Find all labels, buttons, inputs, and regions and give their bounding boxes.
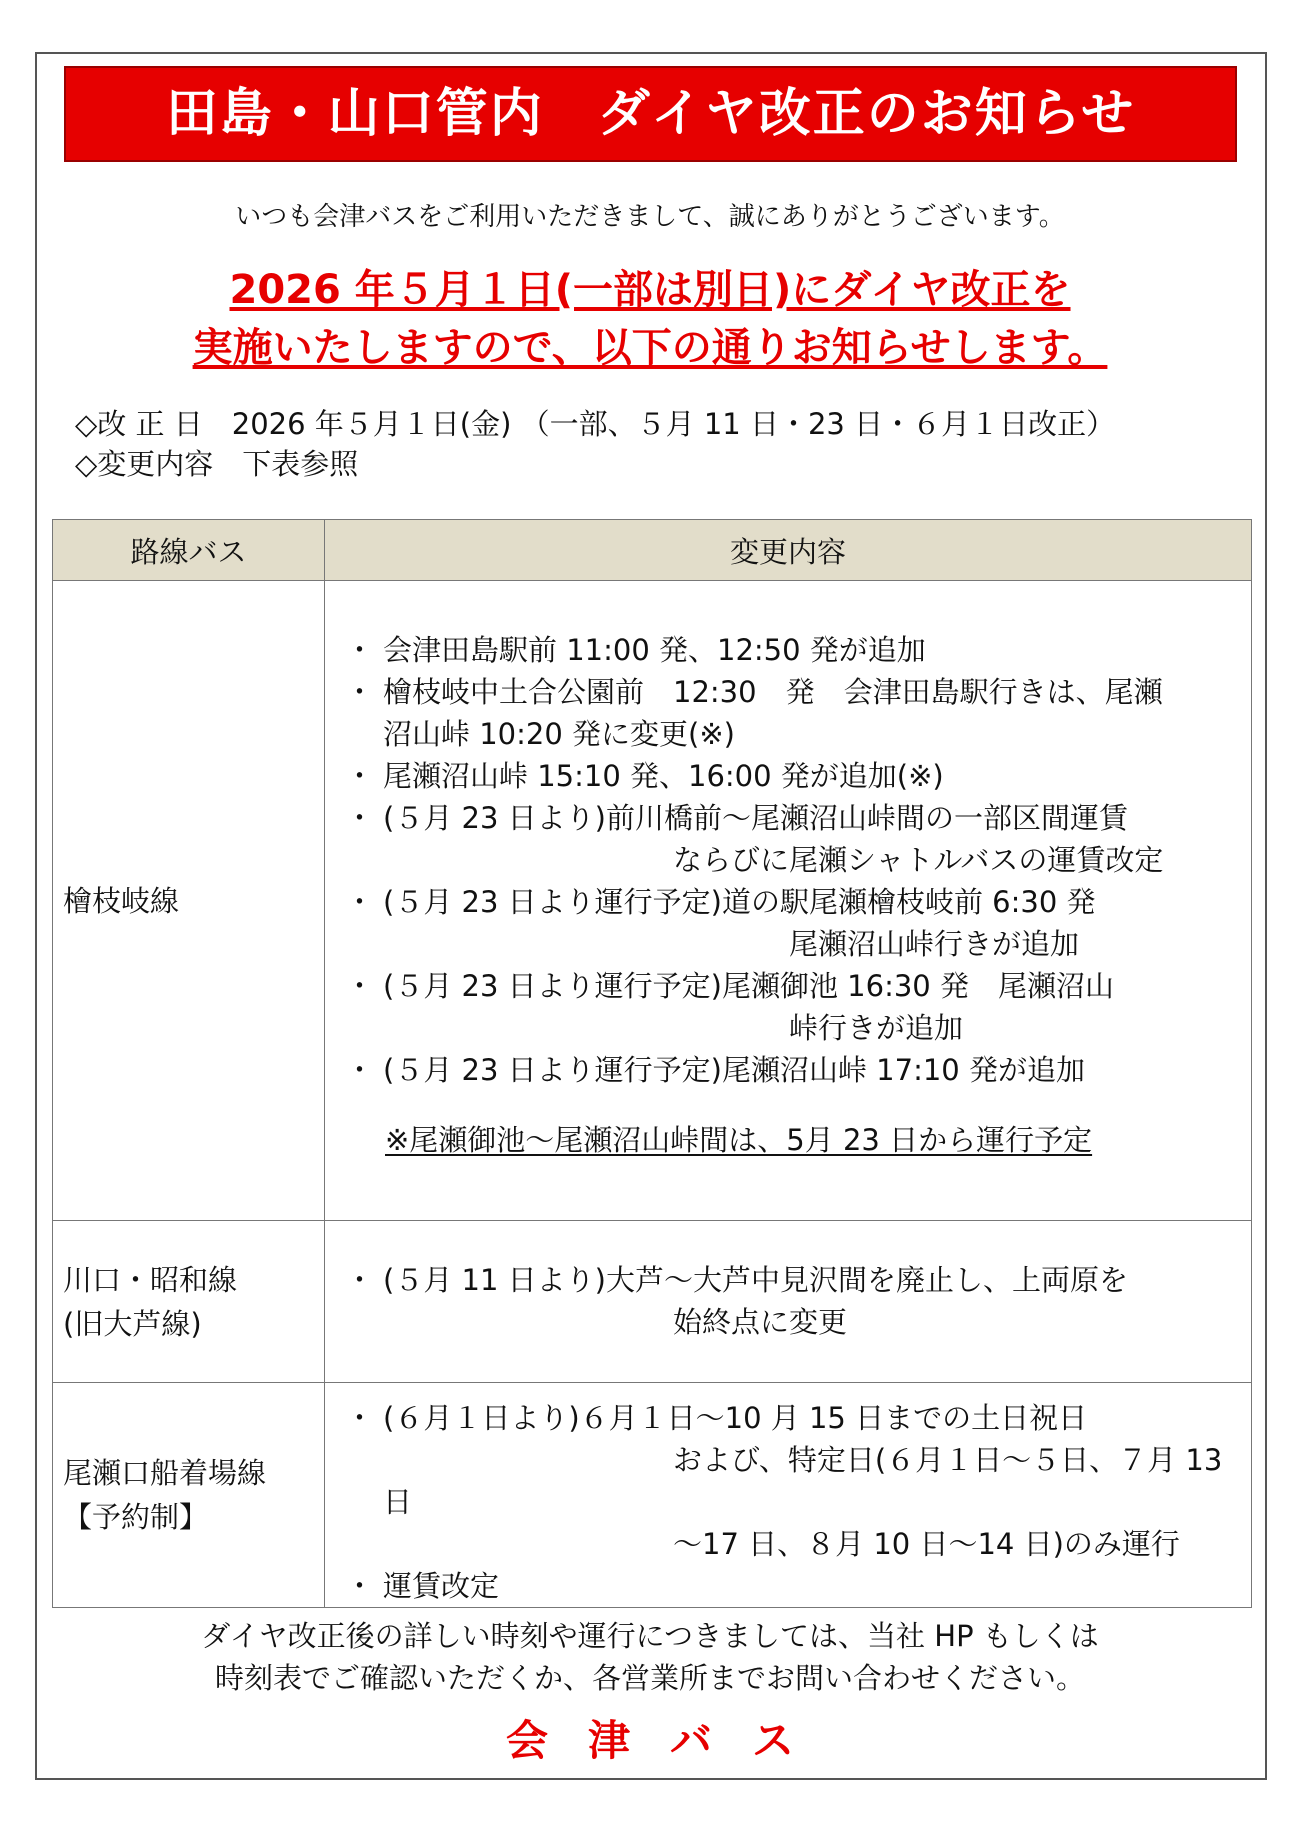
headline-line-2: 実施いたしますので、以下の通りお知らせします。 xyxy=(192,325,1108,371)
list-item: ・ 檜枝岐中土合公園前 12:30 発 会津田島駅行きは、尾瀬 沼山峠 10:20 発に変更(※) xyxy=(345,675,1163,751)
route-name: 檜枝岐線 xyxy=(53,581,325,1221)
list-item: ・ (５月 11 日より)大芦～大芦中見沢間を廃止し、上両原を 始終点に変更 xyxy=(345,1263,1128,1339)
change-details xyxy=(325,1383,1252,1608)
operation-note: ※尾瀬御池～尾瀬沼山峠間は、5月 23 日から運行予定 xyxy=(385,1123,1093,1157)
company-name: 会津バス xyxy=(505,1716,834,1765)
list-item: ・ (６月１日より)６月１日～10 月 15 日までの土日祝日 および、特定日(６月１日～５日、７月 13 日 ～17 日、８月 10 日～14 日)のみ運行 xyxy=(345,1401,1223,1561)
revision-date-line: ◇改 正 日 2026 年５月１日(金) （一部、５月 11 日・23 日・６月１日改正） xyxy=(75,407,1116,441)
list-item: ・ (５月 23 日より運行予定)尾瀬御池 16:30 発 尾瀬沼山 峠行きが追加 xyxy=(345,969,1114,1045)
change-details xyxy=(325,581,1252,1221)
list-item: ・ (５月 23 日より)前川橋前～尾瀬沼山峠間の一部区間運賃 ならびに尾瀬シャトルバスの運賃改定 xyxy=(345,801,1164,877)
list-item: ・ (５月 23 日より運行予定)道の駅尾瀬檜枝岐前 6:30 発 尾瀬沼山峠行きが追加 xyxy=(345,885,1096,961)
footer-line-1: ダイヤ改正後の詳しい時刻や運行につきましては、当社 HP もしくは xyxy=(201,1619,1099,1653)
header-changes: 変更内容 xyxy=(325,520,1252,581)
route-name: 川口・昭和線 (旧大芦線) xyxy=(53,1221,325,1383)
route-name: 尾瀬口船着場線 【予約制】 xyxy=(53,1383,325,1608)
change-list xyxy=(325,1259,1251,1343)
header-route: 路線バス xyxy=(53,520,325,581)
change-list xyxy=(325,1397,1251,1607)
table-row xyxy=(53,581,1252,1221)
list-item: ・ 会津田島駅前 11:00 発、12:50 発が追加 xyxy=(345,633,926,667)
revision-table xyxy=(52,519,1252,1608)
greeting-text: いつも会津バスをご利用いただきまして、誠にありがとうございます。 xyxy=(235,202,1065,232)
notice-title-banner: 田島・山口管内 ダイヤ改正のお知らせ xyxy=(64,66,1237,162)
change-list xyxy=(325,629,1251,1091)
list-item: ・ (５月 23 日より運行予定)尾瀬沼山峠 17:10 発が追加 xyxy=(345,1053,1085,1087)
change-content-line: ◇変更内容 下表参照 xyxy=(75,447,359,481)
headline-line-1: 2026 年５月１日(一部は別日)にダイヤ改正を xyxy=(229,267,1071,313)
list-item: ・ 運賃改定 xyxy=(345,1569,500,1603)
table-row xyxy=(53,1221,1252,1383)
list-item: ・ 尾瀬沼山峠 15:10 発、16:00 発が追加(※) xyxy=(345,759,944,793)
change-details xyxy=(325,1221,1252,1383)
footer-line-2: 時刻表でご確認いただくか、各営業所までお問い合わせください。 xyxy=(214,1661,1085,1695)
table-header-row xyxy=(53,520,1252,581)
table-row xyxy=(53,1383,1252,1608)
